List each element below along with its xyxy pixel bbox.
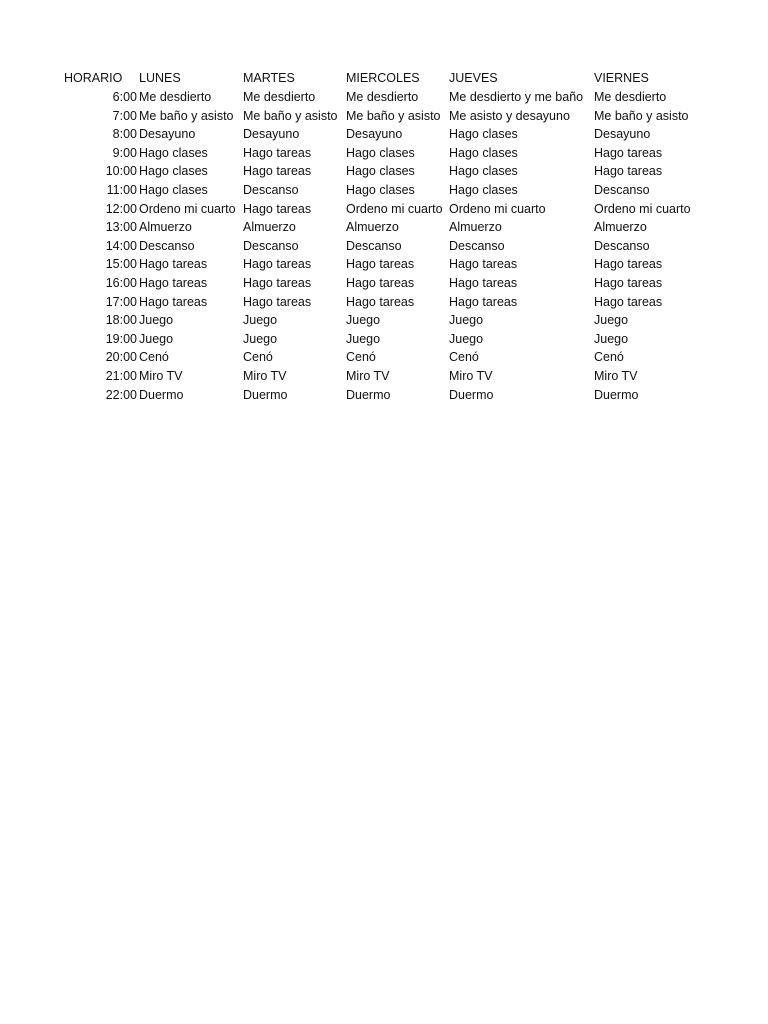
table-row: [0, 218, 768, 236]
activity-cell-friday: Desayuno: [594, 127, 651, 142]
activity-cell-monday: Hago clases: [139, 145, 208, 160]
activity-cell-wednesday: Descanso: [346, 238, 402, 253]
activity-cell-monday: Almuerzo: [139, 220, 192, 235]
activity-cell-friday: Miro TV: [594, 369, 638, 383]
activity-cell-tuesday: Hago tareas: [243, 201, 312, 216]
activity-cell-thursday: Hago tareas: [449, 294, 518, 309]
activity-cell-monday: Me desdierto: [139, 90, 212, 104]
time-cell: 9:00: [112, 145, 137, 160]
activity-cell-thursday: Cenó: [449, 350, 479, 365]
activity-cell-tuesday: Juego: [243, 313, 278, 328]
activity-cell-tuesday: Cenó: [243, 350, 273, 365]
activity-cell-tuesday: Hago tareas: [243, 294, 312, 309]
table-row: [0, 367, 768, 385]
table-row: [0, 293, 768, 311]
activity-cell-tuesday: Descanso: [243, 183, 299, 197]
activity-cell-tuesday: Hago tareas: [243, 276, 312, 290]
activity-cell-friday: Descanso: [594, 238, 650, 253]
time-cell: 20:00: [105, 350, 137, 365]
activity-cell-friday: Hago tareas: [594, 257, 663, 272]
activity-cell-friday: Me baño y asisto: [594, 108, 689, 123]
activity-cell-friday: Juego: [594, 331, 629, 346]
table-row: [0, 125, 768, 143]
activity-cell-tuesday: Me baño y asisto: [243, 108, 338, 123]
activity-cell-friday: Hago tareas: [594, 276, 663, 290]
activity-cell-monday: Ordeno mi cuarto: [139, 201, 236, 216]
time-cell: 18:00: [105, 313, 137, 328]
activity-cell-monday: Hago clases: [139, 183, 208, 197]
header-day-friday: VIERNES: [594, 71, 649, 85]
header-row: [0, 69, 768, 87]
activity-cell-monday: Cenó: [139, 350, 169, 365]
activity-cell-tuesday: Descanso: [243, 238, 299, 253]
time-cell: 13:00: [105, 220, 137, 235]
time-cell: 15:00: [105, 257, 137, 272]
activity-cell-wednesday: Duermo: [346, 387, 391, 402]
activity-cell-thursday: Me asisto y desayuno: [449, 108, 570, 123]
table-row: [0, 162, 768, 180]
activity-cell-tuesday: Desayuno: [243, 127, 300, 142]
activity-cell-monday: Juego: [139, 313, 174, 328]
time-cell: 11:00: [106, 183, 137, 197]
time-cell: 7:00: [112, 108, 137, 123]
activity-cell-tuesday: Miro TV: [243, 369, 287, 383]
activity-cell-tuesday: Hago tareas: [243, 145, 312, 160]
activity-cell-wednesday: Hago tareas: [346, 294, 415, 309]
activity-cell-wednesday: Almuerzo: [346, 220, 399, 235]
activity-cell-wednesday: Desayuno: [346, 127, 403, 142]
activity-cell-thursday: Duermo: [449, 387, 494, 402]
table-row: [0, 200, 768, 218]
table-row: [0, 386, 768, 404]
activity-cell-monday: Miro TV: [139, 369, 183, 383]
activity-cell-wednesday: Hago clases: [346, 164, 415, 179]
activity-cell-tuesday: Hago tareas: [243, 257, 312, 272]
table-row: [0, 107, 768, 125]
activity-cell-friday: Me desdierto: [594, 90, 667, 104]
activity-cell-wednesday: Hago tareas: [346, 257, 415, 272]
table-row: [0, 274, 768, 292]
activity-cell-wednesday: Miro TV: [346, 369, 390, 383]
time-cell: 8:00: [112, 127, 137, 142]
activity-cell-monday: Duermo: [139, 387, 184, 402]
header-day-thursday: JUEVES: [449, 71, 498, 85]
activity-cell-tuesday: Duermo: [243, 387, 288, 402]
activity-cell-tuesday: Almuerzo: [243, 220, 296, 235]
header-day-tuesday: MARTES: [243, 71, 295, 85]
activity-cell-thursday: Hago tareas: [449, 257, 518, 272]
header-day-monday: LUNES: [139, 71, 181, 85]
activity-cell-wednesday: Juego: [346, 313, 381, 328]
activity-cell-thursday: Hago clases: [449, 127, 518, 142]
activity-cell-wednesday: Juego: [346, 331, 381, 346]
table-row: [0, 181, 768, 199]
activity-cell-thursday: Ordeno mi cuarto: [449, 201, 546, 216]
activity-cell-friday: Hago tareas: [594, 294, 663, 309]
activity-cell-friday: Hago tareas: [594, 164, 663, 179]
activity-cell-monday: Desayuno: [139, 127, 196, 142]
activity-cell-thursday: Juego: [449, 313, 484, 328]
activity-cell-monday: Hago clases: [139, 164, 208, 179]
table-row: [0, 348, 768, 366]
activity-cell-thursday: Descanso: [449, 238, 505, 253]
activity-cell-wednesday: Me desdierto: [346, 90, 419, 104]
activity-cell-wednesday: Ordeno mi cuarto: [346, 201, 443, 216]
table-row: [0, 237, 768, 255]
activity-cell-wednesday: Hago clases: [346, 183, 415, 197]
activity-cell-friday: Hago tareas: [594, 145, 663, 160]
activity-cell-monday: Juego: [139, 331, 174, 346]
activity-cell-friday: Ordeno mi cuarto: [594, 201, 691, 216]
activity-cell-friday: Almuerzo: [594, 220, 647, 235]
time-cell: 12:00: [105, 201, 137, 216]
table-row: [0, 255, 768, 273]
activity-cell-monday: Descanso: [139, 238, 195, 253]
activity-cell-wednesday: Me baño y asisto: [346, 108, 441, 123]
activity-cell-tuesday: Hago tareas: [243, 164, 312, 179]
activity-cell-thursday: Hago tareas: [449, 276, 518, 290]
activity-cell-tuesday: Juego: [243, 331, 278, 346]
activity-cell-friday: Cenó: [594, 350, 624, 365]
activity-cell-wednesday: Cenó: [346, 350, 376, 365]
activity-cell-friday: Descanso: [594, 183, 650, 197]
activity-cell-thursday: Hago clases: [449, 183, 518, 197]
activity-cell-thursday: Hago clases: [449, 145, 518, 160]
activity-cell-thursday: Miro TV: [449, 369, 493, 383]
time-cell: 16:00: [105, 276, 137, 290]
activity-cell-friday: Duermo: [594, 387, 639, 402]
time-cell: 10:00: [105, 164, 137, 179]
activity-cell-wednesday: Hago tareas: [346, 276, 415, 290]
activity-cell-monday: Hago tareas: [139, 294, 208, 309]
time-cell: 22:00: [105, 387, 137, 402]
table-row: [0, 144, 768, 162]
activity-cell-thursday: Juego: [449, 331, 484, 346]
header-time: HORARIO: [64, 71, 123, 85]
activity-cell-wednesday: Hago clases: [346, 145, 415, 160]
activity-cell-thursday: Hago clases: [449, 164, 518, 179]
activity-cell-thursday: Almuerzo: [449, 220, 502, 235]
activity-cell-monday: Hago tareas: [139, 257, 208, 272]
time-cell: 17:00: [105, 294, 137, 309]
activity-cell-monday: Me baño y asisto: [139, 108, 234, 123]
activity-cell-monday: Hago tareas: [139, 276, 208, 290]
activity-cell-friday: Juego: [594, 313, 629, 328]
header-day-wednesday: MIERCOLES: [346, 71, 420, 85]
table-row: [0, 311, 768, 329]
time-cell: 14:00: [105, 238, 137, 253]
time-cell: 21:00: [105, 369, 137, 383]
time-cell: 6:00: [112, 90, 137, 104]
activity-cell-tuesday: Me desdierto: [243, 90, 316, 104]
table-row: [0, 330, 768, 348]
table-row: [0, 88, 768, 106]
time-cell: 19:00: [105, 331, 137, 346]
activity-cell-thursday: Me desdierto y me baño: [449, 90, 584, 104]
